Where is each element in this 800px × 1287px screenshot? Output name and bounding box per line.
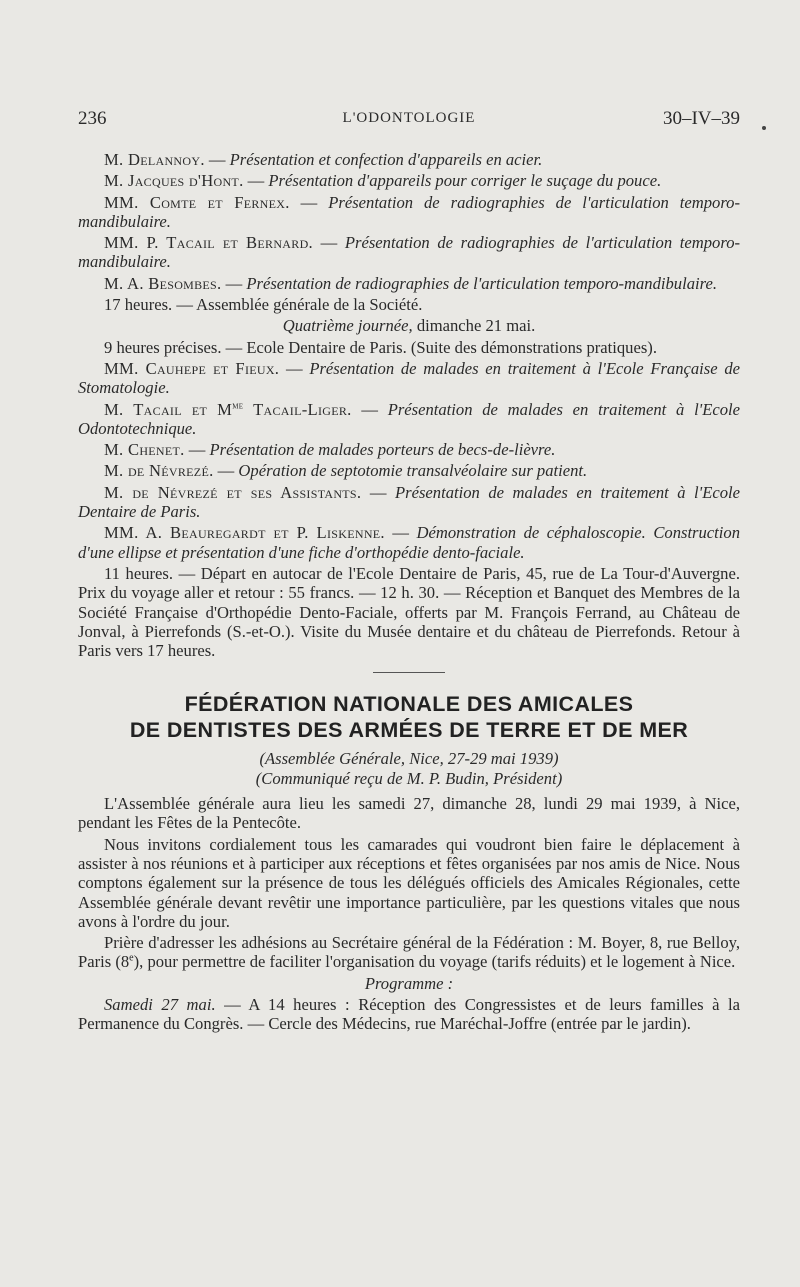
paragraph-1: L'Assemblée générale aura lieu les samedi 27, dimanche 28, lundi 29 mai 1939, à Nice, pendant les Fêtes de la Pentecôte. — [78, 794, 740, 833]
nine-line: 9 heures précises. — Ecole Dentaire de Paris. (Suite des démonstrations pratiques). — [104, 337, 657, 357]
day4-rest: dimanche 21 mai. — [412, 316, 536, 336]
issue-date: 30–IV–39 — [662, 108, 740, 129]
presentation-entry: M. Chenet. — Présentation de malades porteurs de becs-de-lièvre. — [104, 440, 556, 460]
presentation-entry: MM. A. Beauregardt et P. Liskenne. — Démonstration de céphaloscopie. Construction d'une ellipse et présentation d'une fiche d'orthopédie dento-faciale. — [78, 523, 740, 562]
speck — [762, 126, 766, 130]
presenter-names: M. Delannoy. — [104, 150, 205, 169]
presentation-entry: M. de Névrezé. — Opération de septotomie transalvéolaire sur patient. — [104, 461, 588, 481]
presentations-list-a — [78, 150, 740, 293]
presentation-title: Présentation de malades en traitement à l'Ecole Odontotechnique. — [78, 399, 740, 438]
presenter-names: M. Chenet. — [104, 440, 185, 460]
presenter-names: M. Jacques d'Hont. — [104, 171, 244, 191]
section-divider — [373, 672, 445, 673]
section-subtitle-2: (Communiqué reçu de M. P. Budin, Président) — [255, 768, 563, 788]
page-number: 236 — [78, 108, 107, 129]
paragraph-3 — [78, 933, 740, 972]
presentation-entry: M. Tacail et $M^{me}$ Tacail-Liger. — Présentation de malades en traitement à l'Ecole Odontotechnique. — [78, 399, 740, 438]
saturday-paragraph — [78, 995, 740, 1034]
presentation-title: Présentation de malades en traitement à l'Ecole Dentaire de Paris. — [78, 482, 740, 522]
presentation-title: Opération de septotomie transalvéolaire sur patient. — [238, 461, 588, 481]
presentation-entry: M. Delannoy. — Présentation et confection d'appareils en acier. — [104, 150, 543, 169]
section-title-line1: FÉDÉRATION NATIONALE DES AMICALES — [184, 692, 634, 717]
assembly-line: 17 heures. — Assemblée générale de la Société. — [104, 295, 423, 315]
presentation-title: Démonstration de céphaloscopie. Construction d'une ellipse et présentation d'une fiche d'orthopédie dento-faciale. — [78, 523, 740, 562]
presentations-list-b — [78, 359, 740, 562]
presentation-title: Présentation de radiographies de l'articulation temporo-mandibulaire. — [78, 192, 741, 231]
day4-label: Quatrième journée, — [282, 316, 413, 336]
presentation-entry: M. Jacques d'Hont. — Présentation d'appareils pour corriger le suçage du pouce. — [104, 171, 662, 191]
presentation-entry: MM. P. Tacail et Bernard. — Présentation de radiographies de l'articulation temporo-mandibulaire. — [78, 233, 741, 272]
presenter-names: MM. Comte et Fernex. — [104, 192, 290, 212]
paragraph-3-sup: e — [129, 952, 134, 964]
programme-label: Programme : — [364, 973, 454, 993]
saturday-label: Samedi 27 mai. — [104, 994, 216, 1014]
saturday-text: — A 14 heures : Réception des Congressistes et de leurs familles à la Permanence du Congrès. — Cercle des Médecins, rue Maréchal-Joffre (entrée par le jardin). — [78, 994, 741, 1034]
presenter-names: M. A. Besombes. — [104, 273, 222, 293]
presentation-title: Présentation de malades porteurs de becs-de-lièvre. — [209, 440, 556, 460]
eleven-paragraph: 11 heures. — Départ en autocar de l'Ecole Dentaire de Paris, 45, rue de La Tour-d'Auvergne. Prix du voyage aller et retour : 55 francs. — 12 h. 30. — Réception et Banquet des Membres de la Société Française d'Orthopédie Dento-Faciale, offerts par M. François Ferrand, au Château de Jonval, à Pierrefonds (S.-et-O.). Visite du Musée dentaire et du château de Pierrefonds. Retour à Paris vers 17 heures. — [78, 563, 740, 661]
page-body — [78, 150, 740, 1036]
paragraph-2: Nous invitons cordialement tous les camarades qui voudront bien faire le déplacement à assister à nos réunions et à participer aux réceptions et fêtes organisées par nos amis de Nice. Nous comptons également sur la présence de tous les délégués officiels des Amicales Régionales, cette Assemblée générale devant revêtir une importance particulière, par les questions vitales que nous avons à l'ordre du jour. — [78, 834, 740, 931]
section-subtitle-1: (Assemblée Générale, Nice, 27-29 mai 1939) — [259, 749, 559, 769]
running-header — [78, 108, 740, 136]
presentation-title: Présentation de malades en traitement à l'Ecole Française de Stomatologie. — [78, 358, 741, 398]
presenter-names-part2: Tacail-Liger. — [243, 399, 352, 419]
paragraph-3-part2: ), pour permettre de faciliter l'organisation du voyage (tarifs réduits) et le logement à Nice. — [133, 952, 736, 972]
presenter-names: MM. Cauhepe et Fieux. — [104, 358, 280, 378]
presentation-title: Présentation d'appareils pour corriger le suçage du pouce. — [268, 171, 662, 191]
presenter-names-sup: me — [232, 400, 244, 412]
presentation-entry: MM. Cauhepe et Fieux. — Présentation de malades en traitement à l'Ecole Française de Stomatologie. — [78, 358, 741, 398]
presenter-names — [104, 400, 352, 419]
presentation-entry: M. de Névrezé et ses Assistants. — Présentation de malades en traitement à l'Ecole Dentaire de Paris. — [78, 482, 740, 522]
day4-heading — [78, 316, 740, 335]
paragraph-3-part1: Prière d'adresser les adhésions au Secrétaire général de la Fédération : M. Boyer, 8, rue Belloy, Paris (8 — [78, 933, 740, 972]
presentation-entry: MM. Comte et Fernex. — Présentation de radiographies de l'articulation temporo-mandibulaire. — [78, 192, 741, 231]
presentation-title: Présentation et confection d'appareils en acier. — [229, 150, 543, 169]
section-title-line2: DE DENTISTES DES ARMÉES DE TERRE ET DE MER — [129, 718, 689, 743]
presentation-entry: M. A. Besombes. — Présentation de radiographies de l'articulation temporo-mandibulaire. — [104, 273, 717, 293]
presenter-names-part1: M. Tacail et M — [104, 399, 233, 419]
presenter-names: M. de Névrezé. — [104, 461, 214, 481]
presentation-title: Présentation de radiographies de l'articulation temporo-mandibulaire. — [78, 233, 741, 272]
presenter-names: M. de Névrezé et ses Assistants. — [104, 482, 362, 502]
presenter-names: MM. A. Beauregardt et P. Liskenne. — [104, 523, 385, 543]
presentation-title: Présentation de radiographies de l'articulation temporo-mandibulaire. — [246, 273, 717, 293]
presenter-names: MM. P. Tacail et Bernard. — [104, 233, 313, 253]
journal-title: L'ODONTOLOGIE — [342, 110, 476, 126]
programme-heading — [78, 974, 740, 993]
